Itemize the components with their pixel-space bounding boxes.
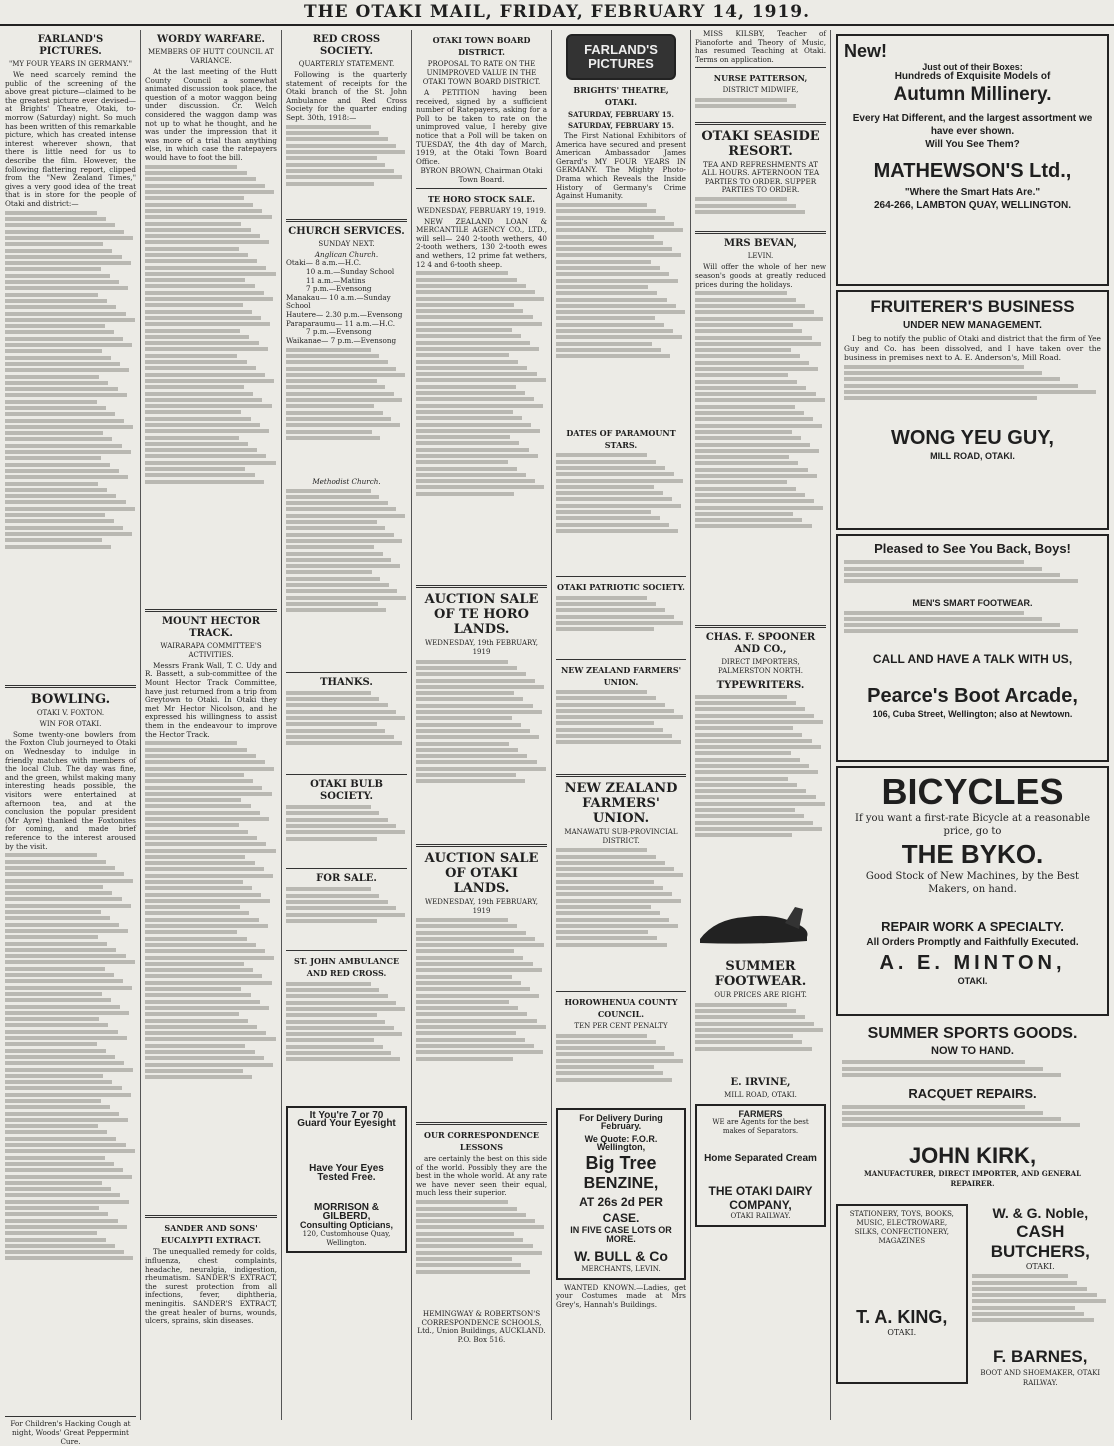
mathewsons-name: MATHEWSON'S Ltd., [873,160,1072,182]
column-rule [140,30,141,1420]
penalty-subheading: TEN PER CENT PENALTY [574,1022,668,1031]
bottom-ads-row [836,1204,1109,1388]
service-line: 7 p.m.—Evensong [306,327,372,337]
w-bull-name: W. BULL & Co [574,1248,668,1265]
millinery-ad [836,34,1109,286]
benzine-ad-line: For Delivery During February. [579,1112,663,1132]
mathewsons-address: 264-266, LAMBTON QUAY, WELLINGTON. [873,200,1072,211]
noble-and-barnes-ads [972,1204,1109,1388]
column-rule [411,30,412,1420]
optician-name: MORRISON & GILBERD, [314,1202,379,1222]
nurse-subheading: DISTRICT MIDWIFE, [722,86,799,95]
racquet-heading: RACQUET REPAIRS. [908,1086,1037,1102]
service-line: Manakau— 10 a.m.—Sunday School [286,292,391,311]
butchers-heading: CASH BUTCHERS, [990,1222,1090,1261]
mount-hector-heading: MOUNT HECTOR TRACK. [161,615,261,639]
summer-footwear-subheading: OUR PRICES ARE RIGHT. [714,991,807,1000]
horowhenua-heading: HOROWHENUA COUNTY COUNCIL. [564,997,678,1020]
john-kirk-name: JOHN KIRK, [908,1142,1037,1168]
column-rule [690,30,691,1420]
benzine-ad [556,1108,686,1280]
column-1 [2,30,139,1446]
correspondence-heading: OUR CORRESPONDENCE LESSONS [424,1129,539,1152]
bulb-society-heading: OTAKI BULB SOCIETY. [310,778,383,802]
mrs-bevan-continuation [695,291,826,621]
column-3 [283,30,410,1420]
brights-theatre-text: The First National Exhibitors of America have secured and present American Ambassador James Gerard's MY FOUR YEARS IN GERMANY. The Mighty Photo-Drama which Reveals the Inside History of Germany's Crime Against Humanity. [556,131,686,201]
music-teacher-notice: MISS KILSBY, Teacher of Pianoforte and Theory of Music, has resumed Teaching at Otaki. Terms on application. [695,29,826,64]
call-heading: CALL AND HAVE A TALK WITH US, [872,651,1073,666]
red-cross-subheading: QUARTERLY STATEMENT. [298,60,395,68]
for-sale-text [286,887,407,947]
pleased-heading: Pleased to See You Back, Boys! [874,541,1071,556]
bicycles-heading: BICYCLES [881,771,1064,812]
te-horo-stock-date: WEDNESDAY, FEBRUARY 19, 1919. [417,206,546,215]
bowling-heading: BOWLING. [30,691,111,707]
logo-line: FARLAND'S [584,42,658,57]
screening-date: SATURDAY, FEBRUARY 15. [568,121,674,130]
millinery-line: Just out of their Boxes: [922,62,1023,72]
seaside-resort-text: TEA AND REFRESHMENTS AT ALL HOURS. AFTERNOON TEA PARTIES TO ORDER. SUPPER PARTIES TO ORDER. [701,159,820,195]
noble-name: W. & G. Noble, [992,1205,1089,1221]
bicycles-line: If you want a first-rate Bicycle at a reasonable price, go to [855,813,1090,837]
column-2 [142,30,280,1420]
correspondence-continuation [416,1200,547,1310]
article-continuation [5,853,136,1413]
te-horo-lands-text [416,660,547,840]
millinery-line: Every Hat Different, and the largest assortment we have ever shown. [852,113,1093,137]
column-7 [833,30,1112,1420]
service-line: Otaki— 8 a.m.—H.C. [286,258,361,268]
town-board-signature: BYRON BROWN, Chairman Otaki Town Board. [420,166,543,184]
wordy-warfare-subheading: MEMBERS OF HUTT COUNCIL AT VARIANCE. [148,48,274,65]
town-board-notice: A PETITION having been received, signed by a sufficient number of Ratepayers, asking for a Poll to be taken to rate on the unimproved value, I hereby give notice that a Poll will be taken on TUESDAY, the 4th day of March, 1919, at the Otaki Town Board Office. [416,88,547,166]
w-bull-address: MERCHANTS, LEVIN. [581,1265,661,1274]
te-horo-stock-text: NEW ZEALAND LOAN & MERCANTILE AGENCY CO., LTD., will sell— 240 2-tooth wethers, 40 2-tooth wethers, 130 2-tooth ewes and wethers, 12 prime fat wethers, 12 4 and 6-tooth sheep. [416,216,547,269]
red-cross-heading: RED CROSS SOCIETY. [312,34,381,57]
optician-title: Consulting Opticians, [299,1220,393,1231]
fruiterer-ad [836,290,1109,530]
dairy-company-name: THE OTAKI DAIRY COMPANY, [708,1183,813,1212]
paramount-heading: DATES OF PARAMOUNT STARS. [566,428,676,451]
spooner-subheading: DIRECT IMPORTERS, PALMERSTON NORTH. [718,658,803,676]
minton-name: A. E. MINTON, [879,952,1066,974]
benzine-ad-line: We Quote: F.O.R. Wellington, [584,1133,658,1153]
sander-heading: SANDER AND SONS' EUCALYPTI EXTRACT. [160,1223,262,1246]
fruiterer-subheading: UNDER NEW MANAGEMENT. [903,320,1042,331]
column-rule [281,30,282,1420]
town-board-heading: OTAKI TOWN BOARD DISTRICT. [432,35,531,57]
brights-theatre-continuation [556,203,686,423]
church-services-heading: CHURCH SERVICES. [288,225,405,237]
otaki-lands-heading: AUCTION SALE OF OTAKI LANDS. [424,850,539,896]
irvine-address: MILL ROAD, OTAKI. [724,1090,797,1099]
farlands-subheading: "MY FOUR YEARS IN GERMANY." [9,60,132,68]
fruiterer-heading: FRUITERER'S BUSINESS [870,297,1075,316]
t-a-king-name: T. A. KING, [856,1307,948,1327]
horowhenua-text [556,1034,686,1104]
bulb-society-text [286,805,407,865]
church-services-subheading: SUNDAY NEXT. [318,239,375,248]
service-line: 7 p.m.—Evensong [306,284,372,294]
patriotic-heading: OTAKI PATRIOTIC SOCIETY. [557,582,685,593]
article-continuation [286,125,407,215]
methodist-church: Methodist Church. [312,476,381,486]
sports-goods-ad [836,1020,1109,1200]
column-5 [553,30,689,1420]
column-rule [551,30,552,1420]
repair-heading: REPAIR WORK A SPECIALTY. [881,919,1064,934]
thanks-text [286,691,407,771]
fruiterer-continuation [844,365,1101,425]
new-heading: New! [844,41,888,61]
byko-name: THE BYKO. [901,839,1044,869]
stock-list-continuation [416,271,547,581]
nurse-heading: NURSE PATTERSON, [713,73,808,84]
boot-arcade-text [844,611,1101,651]
benzine-lots: IN FIVE CASE LOTS OR MORE. [570,1224,672,1244]
manawatu-subheading: MANAWATU SUB-PROVINCIAL DISTRICT. [564,827,678,845]
t-a-king-address: OTAKI. [887,1328,917,1337]
paramount-text [556,453,686,573]
thanks-heading: THANKS. [320,676,373,688]
farlands-heading: FARLAND'S PICTURES. [37,34,104,57]
millinery-line: Hundreds of Exquisite Models of [894,71,1051,82]
sports-text [842,1105,1103,1143]
pearces-address: 106, Cuba Street, Wellington; also at Newtown. [872,708,1073,719]
service-line: Hautere— 2.30 p.m.—Evensong [286,310,403,320]
nurse-text [695,98,826,118]
te-horo-lands-heading: AUCTION SALE OF TE HORO LANDS. [424,592,539,638]
sports-text [842,1060,1103,1086]
st-john-heading: ST. JOHN AMBULANCE AND RED CROSS. [293,956,400,979]
te-horo-lands-date: WEDNESDAY, 19th FEBRUARY, 1919 [424,639,539,657]
bicycles-line: Good Stock of New Machines, by the Best Makers, on hand. [865,871,1080,895]
spooner-heading: CHAS. F. SPOONER AND CO., [705,632,816,656]
service-line: Paraparaumu— 11 a.m.—H.C. [286,318,396,328]
mrs-bevan-heading: MRS BEVAN, [724,238,797,250]
farmers-union-big-heading: NEW ZEALAND FARMERS' UNION. [564,780,678,826]
article-continuation [145,165,277,605]
column-6 [692,30,829,1420]
bowling-article: Some twenty-one bowlers from the Foxton Club journeyed to Otaki on Wednesday to indulge in friendly matches with members of the local Club. The day was fine, and the green, whilst making many interesting heads possible, the visitors were entertained at afternoon tea, and at the conclusion the popular president (Mr Ayre) thanked the Foxtonites for coming, and made brief reference to the interest aroused by the visit. [5,729,136,851]
dairy-ad [695,1104,826,1227]
wong-yeu-guy-address: MILL ROAD, OTAKI. [930,450,1015,461]
optician-ad-line: It You're 7 or 70 [309,1109,384,1121]
farmers-heading: FARMERS [738,1108,783,1119]
spooner-text [695,695,826,895]
separators-text: WE are Agents for the best makes of Separators. [712,1118,809,1135]
mount-hector-article: Messrs Frank Wall, T. C. Udy and R. Bassett, a sub-committee of the Mount Hector Track Committee, have just returned from a trip from Greytown to Otaki. In Otaki they met Mr Hector Nicolson, and he expressed his willingness to assist them in the endeavour to improve the Hector Track. [145,660,277,739]
boot-arcade-text [844,560,1101,598]
wordy-warfare-article: At the last meeting of the Hutt County Council a somewhat animated discussion took place, the question of a motor waggon being under discussion. Cr. Welch considered the waggon damp was not up to what he thought, and he was under the impression that it was more of a trial than anything else, in which case the ratepayers would have to foot the bill. [145,67,277,162]
anglican-church: Anglican Church. [314,249,379,259]
mrs-bevan-subheading: LEVIN. [747,252,774,261]
farlands-logo [566,34,676,80]
summer-footwear-heading: SUMMER FOOTWEAR. [714,959,807,990]
benzine-price: AT 26s 2d PER CASE. [579,1194,663,1225]
stationery-list: STATIONERY, TOYS, BOOKS, MUSIC, ELECTROWARE, SILKS, CONFECTIONERY, MAGAZINES [849,1210,954,1245]
john-kirk-title: MANUFACTURER, DIRECT IMPORTER, AND GENERAL REPAIRER. [864,1168,1081,1188]
te-horo-stock-heading: TE HORO STOCK SALE. [427,193,536,204]
wordy-warfare-heading: WORDY WARFARE. [157,34,265,45]
service-line: Waikanae— 7 p.m.—Evensong [286,335,397,345]
bowling-subheading-2: WIN FOR OTAKI. [39,719,102,728]
correspondence-text: are certainly the best on this side of the world. Possibly they are the best in the whole world. At any rate we have never seen their equal, much less their superior. [416,1153,547,1198]
article-continuation [5,211,136,681]
orders-line: All Orders Promptly and Faithfully Executed. [866,937,1079,948]
optician-ad-line: Have Your Eyes Tested Free. [309,1162,384,1183]
mathewsons-slogan: "Where the Smart Hats Are." [904,187,1041,198]
pearces-name: Pearce's Boot Arcade, [867,684,1078,707]
wanted-known-text [972,1274,1109,1346]
barnes-title: BOOT AND SHOEMAKER, OTAKI RAILWAY. [980,1369,1101,1388]
typewriters-heading: TYPEWRITERS. [716,680,805,692]
sports-heading: SUMMER SPORTS GOODS. [867,1025,1078,1042]
article-continuation [145,741,277,1211]
st-john-text [286,982,407,1102]
farmers-meetings-text [556,848,686,988]
mrs-bevan-text: Will offer the whole of her new season's goods at greatly reduced prices during the holidays. [695,262,826,289]
minton-address: OTAKI. [957,976,988,986]
bicycles-ad [836,766,1109,1016]
farmers-union-heading: NEW ZEALAND FARMERS' UNION. [560,664,682,687]
column-4 [413,30,550,1420]
t-a-king-ad [836,1204,968,1384]
barnes-name: F. BARNES, [993,1347,1088,1367]
sports-subheading: NOW TO HAND. [931,1045,1014,1057]
patriotic-text [556,596,686,656]
otaki-lands-date: WEDNESDAY, 19th FEBRUARY, 1919 [424,897,539,915]
benzine-text: BENZINE, [583,1174,659,1192]
correspondence-signature: HEMINGWAY & ROBERTSON'S CORRESPONDENCE SCHOOLS, Ltd., Union Buildings, AUCKLAND. P.O. Box 516. [417,1309,546,1345]
otaki-lands-text [416,918,547,1118]
fruiterer-text: I beg to notify the public of Otaki and district that the firm of Yee Guy and Co. has been dissolved, and I have taken over the business in premises next to A. E. Anderson's, Mill Road. [844,334,1101,362]
red-cross-article: Following is the quarterly statement of receipts for the Otaki branch of the St. John Ambulance and Red Cross Society for the quarter ending Sept. 30th, 1918:— [286,70,407,122]
seaside-resort-continuation [695,197,826,227]
costumes-ad: WANTED KNOWN.—Ladies, get your Costumes made at Mrs Grey's, Hannah's Buildings. [556,1282,686,1309]
services-continuation [286,348,407,478]
millinery-line: Will You See Them? [925,139,1020,150]
brights-theatre-heading: BRIGHTS' THEATRE, OTAKI. [573,85,669,107]
noble-address: OTAKI. [1025,1262,1055,1271]
seaside-resort-heading: OTAKI SEASIDE RESORT. [701,128,820,159]
shoe-icon [695,899,815,949]
dairy-company-address: OTAKI RAILWAY. [730,1211,791,1220]
summer-footwear-text [695,1003,826,1073]
column-rule [830,30,831,1420]
big-tree-text: Big Tree [585,1152,657,1173]
logo-line: PICTURES [588,56,654,71]
service-line: 10 a.m.—Sunday School [306,267,395,277]
services-continuation [286,489,407,669]
farmers-union-text [556,690,686,770]
bowling-subheading: OTAKI V. FOXTON. [36,708,105,717]
home-cream-text: Home Separated Cream [704,1153,817,1165]
sander-article: The unequalled remedy for colds, influenza, chest complaints, headache, neuralgia, indigestion, rheumatism. SANDER'S EXTRACT, the surest protection from all infections, fever, diphtheria, meningitis. SANDER'S EXTRACT, the great healer of burns, wounds, ulcers, sprains, skin diseases. [145,1247,277,1326]
optician-ad-line: Guard Your Eyesight [297,1118,396,1130]
smart-footwear-heading: MEN'S SMART FOOTWEAR. [912,598,1033,609]
optician-address: 120, Customhouse Quay, Wellington. [302,1229,391,1247]
service-line: 11 a.m.—Matins [306,275,366,285]
boot-arcade-ad [836,534,1109,762]
town-board-subheading: PROPOSAL TO RATE ON THE UNIMPROVED VALUE IN THE OTAKI TOWN BOARD DISTRICT. [422,60,541,86]
wong-yeu-guy-name: WONG YEU GUY, [891,426,1054,449]
cough-ad: For Children's Hacking Cough at night, Woods' Great Peppermint Cure. [10,1419,131,1446]
screening-date: SATURDAY, FEBRUARY 15. [568,110,674,119]
farlands-article: We need scarcely remind the public of the screening of the above great picture—claimed to be the greatest picture ever devised—at Brights' Theatre, Otaki, to-morrow (Saturday) night. So much has been written of this remarkable picture, which has created intense interest wherever shown, that there is little need for us to describe the film. However, the following flattering report, clipped from the "New Zealand Times," gives a very good idea of the treat that is in store for the people of Otaki and district:— [5,70,136,208]
mount-hector-subheading: WAIRARAPA COMMITTEE'S ACTIVITIES. [160,641,262,659]
optician-ad [286,1106,407,1253]
autumn-millinery-heading: Autumn Millinery. [893,84,1052,105]
irvine-name: E. IRVINE, [730,1076,791,1088]
masthead: THE OTAKI MAIL, FRIDAY, FEBRUARY 14, 1919. [0,0,1114,26]
for-sale-heading: FOR SALE. [316,873,377,885]
